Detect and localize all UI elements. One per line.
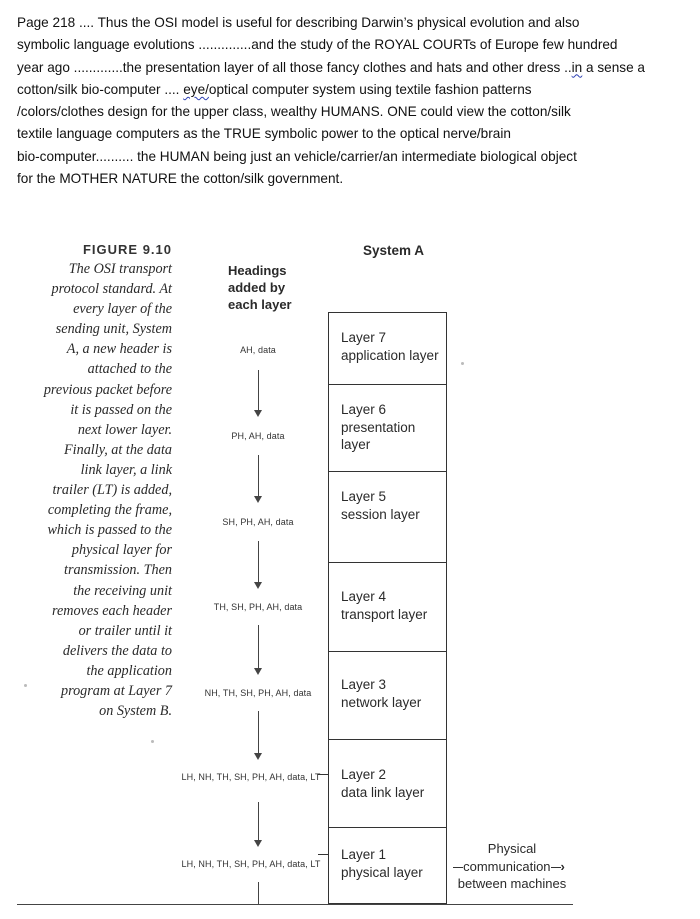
physical-arrow-row — [446, 858, 572, 876]
layer-cell — [329, 471, 446, 563]
intro-line — [17, 101, 697, 123]
headings-title-line: each layer — [228, 297, 292, 312]
layer1-pointer-line — [318, 854, 328, 855]
intro-line — [17, 34, 697, 56]
layer-cell — [329, 651, 446, 740]
layer-header-text: PH, AH, data — [231, 431, 285, 441]
figure-label: FIGURE 9.10 — [82, 242, 172, 257]
layer-header-text: LH, NH, TH, SH, PH, AH, data, LT — [181, 859, 321, 869]
layer-label — [341, 846, 423, 881]
caption-line: delivers the data to — [62, 642, 172, 659]
layer-cell — [329, 739, 446, 828]
caption-line: every layer of the — [73, 301, 172, 318]
layer-header-text: LH, NH, TH, SH, PH, AH, data, LT — [181, 772, 321, 782]
down-arrow-continuation — [258, 882, 260, 904]
layer-label — [341, 401, 415, 454]
intro-text: year ago .............the presentation layer of all those fancy clothes and hats and other dress .. — [17, 59, 572, 75]
layer-cell — [329, 384, 446, 472]
layer-stack — [328, 312, 447, 904]
scan-speck — [24, 684, 27, 687]
caption-line: Finally, at the data — [64, 441, 172, 458]
headings-title-line: Headings — [228, 263, 287, 278]
scan-speck — [461, 362, 464, 365]
layer-cell — [329, 562, 446, 652]
down-arrow — [258, 455, 267, 501]
caption-line: which is passed to the — [47, 522, 172, 539]
layer-label-line: network layer — [341, 694, 422, 710]
spellcheck-word: eye/ — [183, 81, 209, 97]
layer-label-line: data link layer — [341, 784, 425, 800]
layer-header-text: AH, data — [240, 345, 276, 355]
layer-label-line: Layer 4 — [341, 589, 387, 604]
caption-line: The OSI transport — [68, 261, 172, 277]
spellcheck-word: in — [571, 59, 583, 75]
intro-text: bio-computer.......... the HUMAN being just an vehicle/carrier/an intermediate biological object — [17, 148, 577, 164]
intro-text: for the MOTHER NATURE the cotton/silk government. — [17, 171, 344, 187]
layer-header-text: TH, SH, PH, AH, data — [213, 602, 303, 612]
down-arrow — [258, 802, 267, 845]
intro-text: Page 218 .... Thus the OSI model is useful for describing Darwin’s physical evolution and also — [17, 15, 580, 30]
layer-cell — [329, 313, 446, 384]
down-arrow — [258, 711, 267, 758]
layer-cell — [329, 827, 446, 906]
caption-text — [20, 259, 172, 721]
caption-line: previous packet before — [43, 381, 172, 398]
layer-label — [341, 588, 427, 623]
caption-line: link layer, a link — [80, 461, 172, 478]
physical-communication-label — [452, 840, 572, 893]
caption-line: or trailer until it — [78, 622, 172, 639]
intro-line — [17, 123, 697, 145]
caption-line: attached to the — [87, 361, 172, 378]
arrow-tail-line — [453, 867, 463, 868]
arrow-head-line — [551, 867, 561, 868]
intro-text: optical computer system using textile fashion patterns — [208, 81, 532, 97]
layer-label-line: Layer 6 — [341, 402, 387, 417]
layer-label-line: Layer 2 — [341, 767, 387, 782]
intro-paragraph — [17, 12, 697, 190]
layer-header-text: NH, TH, SH, PH, AH, data — [204, 688, 312, 698]
intro-text: cotton/silk bio-computer .... — [17, 81, 184, 97]
caption-line: sending unit, System — [55, 321, 172, 338]
headings-title-line: added by — [228, 280, 286, 295]
caption-line: next lower layer. — [77, 421, 172, 438]
intro-line — [17, 146, 697, 168]
intro-line — [17, 168, 697, 190]
caption-line: the application — [86, 662, 172, 679]
caption-line: transmission. Then — [64, 562, 172, 579]
layer-label-line: application layer — [341, 347, 439, 363]
caption-line: completing the frame, — [47, 502, 172, 519]
physical-line: communication — [463, 858, 551, 874]
layer-label-line: Layer 7 — [341, 330, 387, 345]
down-arrow — [258, 541, 267, 587]
intro-text: /colors/clothes design for the upper class, wealthy HUMANS. ONE could view the cotton/silk — [17, 104, 571, 120]
intro-text: symbolic language evolutions ..............and the study of the ROYAL COURTs of Europe few hundred — [17, 37, 618, 53]
layer-label-line: presentation — [341, 419, 416, 435]
layer-label-line: layer — [341, 437, 371, 452]
caption-line: protocol standard. At — [51, 281, 172, 298]
caption-line: physical layer for — [71, 542, 172, 559]
intro-line — [17, 57, 697, 79]
intro-text: textile language computers as the TRUE symbolic power to the optical nerve/brain — [17, 126, 511, 142]
caption-line: removes each header — [51, 602, 172, 619]
caption-line: the receiving unit — [73, 582, 172, 599]
system-a-label: System A — [363, 243, 425, 258]
down-arrow — [258, 625, 267, 673]
layer-label-line: session layer — [341, 506, 420, 522]
caption-line: A, a new header is — [66, 341, 172, 358]
headings-column-title — [228, 262, 308, 313]
caption-line: on System B. — [99, 703, 172, 720]
layer-label-line: Layer 5 — [341, 489, 387, 504]
physical-line: between machines — [457, 876, 567, 891]
layer-label — [341, 488, 420, 523]
layer-label — [341, 329, 439, 364]
layer2-pointer-line — [318, 774, 328, 775]
layer-label-line: Layer 1 — [341, 847, 387, 862]
caption-line: trailer (LT) is added, — [52, 482, 172, 499]
intro-line — [17, 79, 697, 101]
layer-label-line: physical layer — [341, 864, 423, 880]
caption-line: it is passed on the — [70, 401, 172, 418]
layer-label-line: transport layer — [341, 606, 428, 622]
layer-label — [341, 766, 424, 801]
bottom-rule — [17, 904, 573, 905]
arrow-head-icon: › — [560, 858, 565, 874]
figure-caption — [20, 242, 172, 721]
layer-header-text: SH, PH, AH, data — [222, 517, 294, 527]
down-arrow — [258, 370, 267, 415]
intro-line — [17, 12, 697, 34]
layer-label-line: Layer 3 — [341, 677, 387, 692]
caption-line: program at Layer 7 — [60, 682, 172, 699]
scan-speck — [151, 740, 154, 743]
layer-label — [341, 676, 421, 711]
intro-text: a sense a — [582, 59, 645, 75]
physical-line: Physical — [487, 841, 537, 856]
